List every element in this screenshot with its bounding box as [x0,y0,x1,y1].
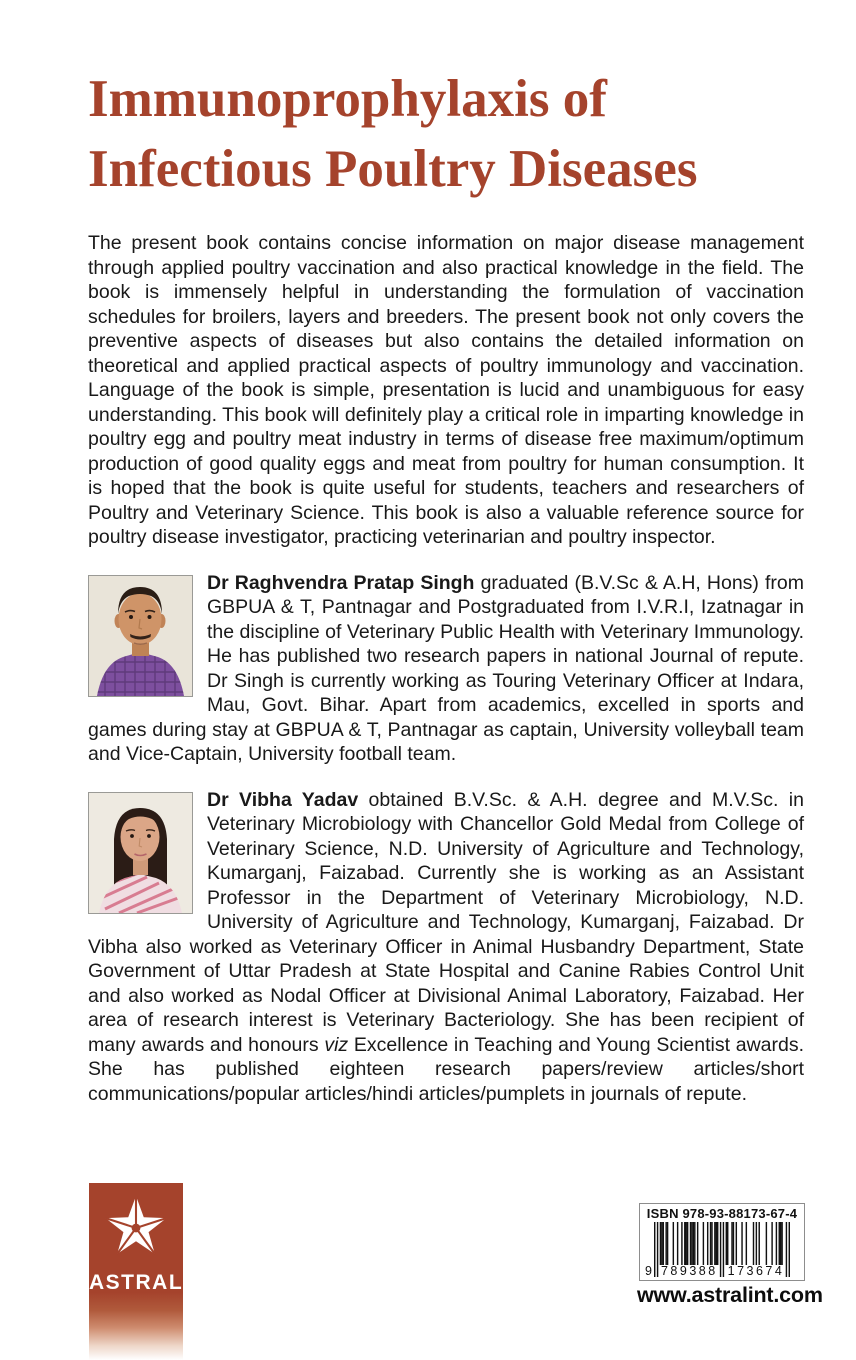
book-description: The present book contains concise information on major disease management through applied poultry vaccination and also practical knowledge in the field. The book is immensely helpful in understanding the formulation of vaccination schedules for broilers, layers and breeders. The present book not only covers the preventive aspects of diseases but also contains the detailed information on theoretical and applied practical aspects of poultry immunology and vaccination. Language of the book is simple, presentation is lucid and unambiguous for easy understanding. This book will definitely play a critical role in imparting knowledge in poultry egg and poultry meat industry in terms of disease free maximum/optimum production of good quality eggs and meat from poultry for human consumption. It is hoped that the book is quite useful for students, teachers and researchers of Poultry and Veterinary Science. This book is also a valuable reference source for poultry disease investigator, practicing veterinarian and poultry inspector. [88,232,804,548]
author-bio-text: Dr Raghvendra Pratap Singh graduated (B.V.Sc & A.H, Hons) from GBPUA & T, Pantnagar and Postgraduated from I.V.R.I, Izatnagar in the discipline of Veterinary Public Health with Veterinary Immunology. He has published two research papers in national Journal of repute. Dr Singh is currently working as Touring Veterinary Officer at Indara, Mau, Govt. Bihar. Apart from academics, excelled in sports and games during stay at GBPUA & T, Pantnagar as captain, University volleyball team and Vice-Captain, University football team. [88,571,805,765]
publisher-website-url: www.astralint.com [637,1283,823,1307]
male-portrait-photo [88,575,193,697]
book-title-line-2: Infectious Poultry Diseases [88,140,698,198]
barcode-digits-right: 173674 [727,1264,785,1278]
book-title [88,64,804,204]
female-portrait-photo [88,792,193,914]
astral-star-icon [96,1190,176,1266]
author-bio-text: Dr Vibha Yadav obtained B.V.Sc. & A.H. degree and M.V.Sc. in Veterinary Microbiology with Chancellor Gold Medal from College of Veterinary Science, N.D. University of Agriculture and Technology, Kumarganj, Faizabad. Currently she is working as an Assistant Professor in the Department of Veterinary Microbiology, N.D. University of Agriculture and Technology, Kumarganj, Faizabad. Dr Vibha also worked as Veterinary Officer in Animal Husbandry Department, State Government of Uttar Pradesh at State Hospital and Canine Rabies Control Unit and also worked as Nodal Officer at Divisional Animal Laboratory, Faizabad. Her area of research interest is Veterinary Bacteriology. She has been recipient of many awards and honours viz Excellence in Teaching and Young Scientist awards. She has published eighteen research papers/review articles/short communications/popular articles/hindi articles/pumplets in journals of repute. [88,788,804,1105]
barcode-digits-left: 789388 [660,1264,718,1278]
barcode-digit-first: 9 [645,1264,652,1278]
author-bio-vibha [88,788,804,1107]
book-title-line-1: Immunoprophylaxis of [88,70,607,128]
isbn-barcode [639,1203,805,1281]
publisher-logo [89,1183,183,1360]
isbn-label: ISBN 978-93-88173-67-4 [646,1206,798,1221]
barcode-bars [645,1222,790,1278]
author-bio-raghvendra [88,571,804,767]
publisher-name: ASTRAL [89,1271,184,1294]
